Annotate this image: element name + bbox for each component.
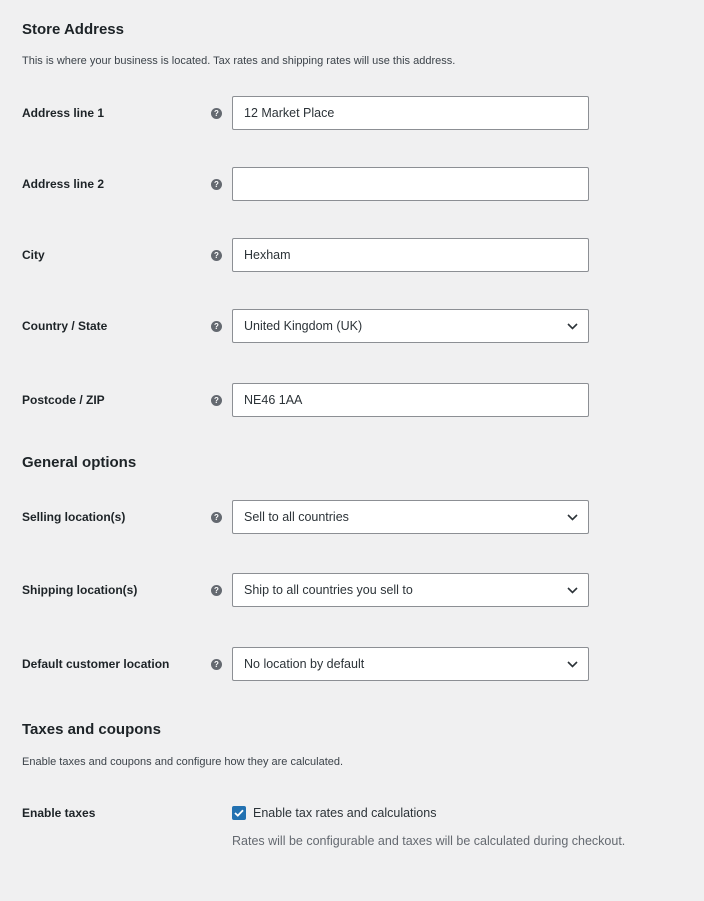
chevron-down-icon: [567, 501, 578, 533]
help-icon[interactable]: ?: [211, 179, 222, 190]
default-customer-location-value: No location by default: [244, 657, 365, 671]
enable-taxes-help-text: Rates will be configurable and taxes will be calculated during checkout.: [232, 834, 626, 848]
city-input[interactable]: Hexham: [232, 238, 589, 272]
section-description-store-address: This is where your business is located. Tax rates and shipping rates will use this address.: [22, 55, 456, 67]
help-icon[interactable]: ?: [211, 395, 222, 406]
help-icon[interactable]: ?: [211, 585, 222, 596]
address-line-2-input[interactable]: [232, 167, 589, 201]
country-state-select[interactable]: [232, 309, 589, 343]
shipping-locations-value: Ship to all countries you sell to: [244, 583, 413, 597]
enable-taxes-checkbox[interactable]: [232, 806, 246, 820]
address-line-1-label: Address line 1: [22, 106, 105, 120]
city-label: City: [22, 248, 45, 262]
enable-taxes-label: Enable taxes: [22, 806, 96, 820]
help-icon[interactable]: ?: [211, 321, 222, 332]
checkmark-icon: [234, 809, 244, 817]
selling-locations-label: Selling location(s): [22, 510, 126, 524]
section-description-taxes-coupons: Enable taxes and coupons and configure how they are calculated.: [22, 756, 344, 768]
postcode-label: Postcode / ZIP: [22, 393, 105, 407]
chevron-down-icon: [567, 648, 578, 680]
shipping-locations-label: Shipping location(s): [22, 583, 138, 597]
section-title-general-options: General options: [22, 454, 137, 471]
help-icon[interactable]: ?: [211, 659, 222, 670]
address-line-2-label: Address line 2: [22, 177, 105, 191]
selling-locations-value: Sell to all countries: [244, 510, 349, 524]
address-line-1-input[interactable]: 12 Market Place: [232, 96, 589, 130]
shipping-locations-select[interactable]: [232, 573, 589, 607]
country-state-label: Country / State: [22, 319, 108, 333]
default-customer-location-select[interactable]: [232, 647, 589, 681]
default-customer-location-label: Default customer location: [22, 657, 170, 671]
help-icon[interactable]: ?: [211, 250, 222, 261]
selling-locations-select[interactable]: [232, 500, 589, 534]
chevron-down-icon: [567, 574, 578, 606]
postcode-input[interactable]: NE46 1AA: [232, 383, 589, 417]
section-title-taxes-coupons: Taxes and coupons: [22, 721, 161, 738]
help-icon[interactable]: ?: [211, 108, 222, 119]
country-state-value: United Kingdom (UK): [244, 319, 363, 333]
section-title-store-address: Store Address: [22, 21, 124, 38]
chevron-down-icon: [567, 310, 578, 342]
help-icon[interactable]: ?: [211, 512, 222, 523]
enable-taxes-checkbox-label[interactable]: Enable tax rates and calculations: [253, 806, 437, 820]
